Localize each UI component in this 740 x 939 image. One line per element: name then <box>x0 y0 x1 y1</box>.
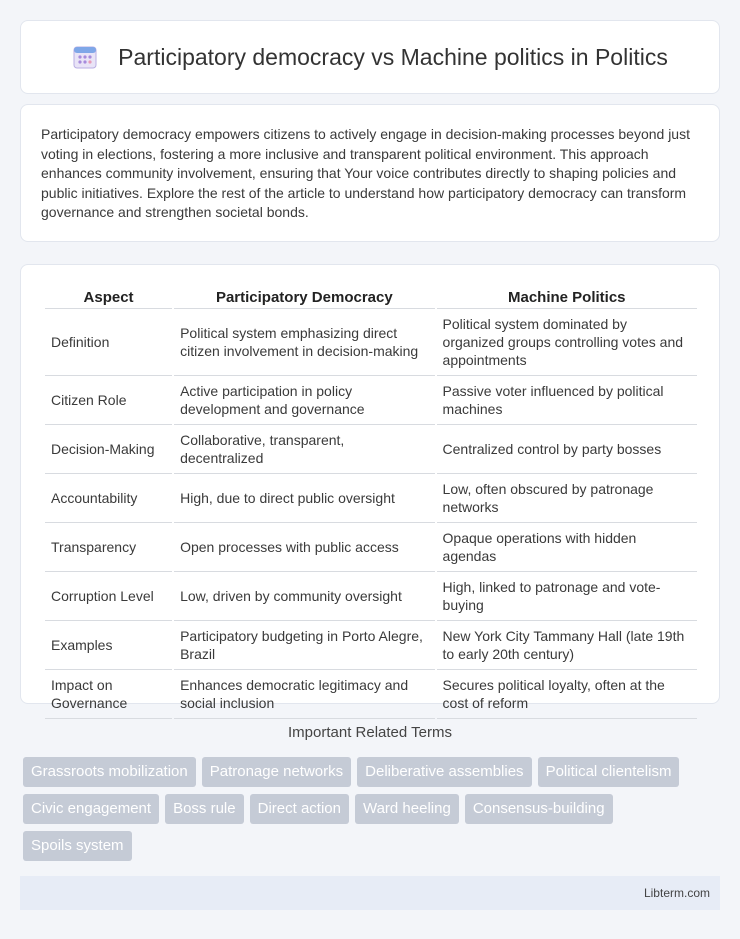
related-term-tag[interactable]: Deliberative assemblies <box>357 757 531 787</box>
related-term-tag[interactable]: Boss rule <box>165 794 244 824</box>
related-term-tag[interactable]: Consensus-building <box>465 794 613 824</box>
related-term-tag[interactable]: Patronage networks <box>202 757 351 787</box>
header-card <box>20 20 720 94</box>
table-cell-machine: Passive voter influenced by political machines <box>437 376 697 425</box>
calendar-icon <box>72 44 98 70</box>
related-term-tag[interactable]: Direct action <box>250 794 349 824</box>
table-cell-participatory: Enhances democratic legitimacy and social inclusion <box>174 670 434 719</box>
header-aspect: Aspect <box>45 287 172 309</box>
intro-card <box>20 104 720 242</box>
table-cell-machine: New York City Tammany Hall (late 19th to early 20th century) <box>437 621 697 670</box>
table-cell-aspect: Definition <box>45 309 172 376</box>
table-cell-machine: Low, often obscured by patronage networks <box>437 474 697 523</box>
table-cell-participatory: Active participation in policy development and governance <box>174 376 434 425</box>
table-cell-machine: Political system dominated by organized groups controlling votes and appointments <box>437 309 697 376</box>
table-row <box>45 309 697 376</box>
table-cell-aspect: Accountability <box>45 474 172 523</box>
related-terms-title: Important Related Terms <box>288 724 452 741</box>
table-row <box>45 621 697 670</box>
table-cell-aspect: Impact on Governance <box>45 670 172 719</box>
table-cell-participatory: Collaborative, transparent, decentralized <box>174 425 434 474</box>
related-term-tag[interactable]: Grassroots mobilization <box>23 757 196 787</box>
footer <box>20 876 720 910</box>
table-cell-aspect: Decision-Making <box>45 425 172 474</box>
table-cell-aspect: Citizen Role <box>45 376 172 425</box>
table-cell-participatory: Open processes with public access <box>174 523 434 572</box>
table-row <box>45 376 697 425</box>
header-participatory: Participatory Democracy <box>174 287 434 309</box>
table-cell-aspect: Examples <box>45 621 172 670</box>
table-row <box>45 572 697 621</box>
table-cell-machine: Secures political loyalty, often at the cost of reform <box>437 670 697 719</box>
comparison-table-card <box>20 264 720 711</box>
table-row <box>45 474 697 523</box>
table-header-row <box>45 287 697 309</box>
related-term-tag[interactable]: Ward heeling <box>355 794 459 824</box>
related-term-tag[interactable]: Civic engagement <box>23 794 159 824</box>
related-terms-list <box>23 757 703 861</box>
table-row <box>45 670 697 719</box>
intro-text: Participatory democracy empowers citizens to actively engage in decision-making processes beyond just voting in elections, fostering a more inclusive and transparent political environment. This approach enhances community involvement, ensuring that Your voice contributes directly to shaping policies and public initiatives. Explore the rest of the article to understand how participatory democracy can transform governance and strengthen societal bonds. <box>41 126 690 221</box>
table-cell-machine: High, linked to patronage and vote-buying <box>437 572 697 621</box>
table-cell-participatory: High, due to direct public oversight <box>174 474 434 523</box>
footer-site[interactable]: Libterm.com <box>643 886 710 900</box>
table-row <box>45 425 697 474</box>
table-cell-participatory: Low, driven by community oversight <box>174 572 434 621</box>
table-cell-aspect: Transparency <box>45 523 172 572</box>
table-cell-aspect: Corruption Level <box>45 572 172 621</box>
table-cell-participatory: Participatory budgeting in Porto Alegre, Brazil <box>174 621 434 670</box>
comparison-table <box>43 287 699 719</box>
related-term-tag[interactable]: Political clientelism <box>538 757 680 787</box>
related-term-tag[interactable]: Spoils system <box>23 831 132 861</box>
table-row <box>45 523 697 572</box>
header-machine: Machine Politics <box>437 287 697 309</box>
table-cell-participatory: Political system emphasizing direct citizen involvement in decision-making <box>174 309 434 376</box>
page-title: Participatory democracy vs Machine politics in Politics <box>118 43 668 70</box>
table-cell-machine: Opaque operations with hidden agendas <box>437 523 697 572</box>
table-cell-machine: Centralized control by party bosses <box>437 425 697 474</box>
